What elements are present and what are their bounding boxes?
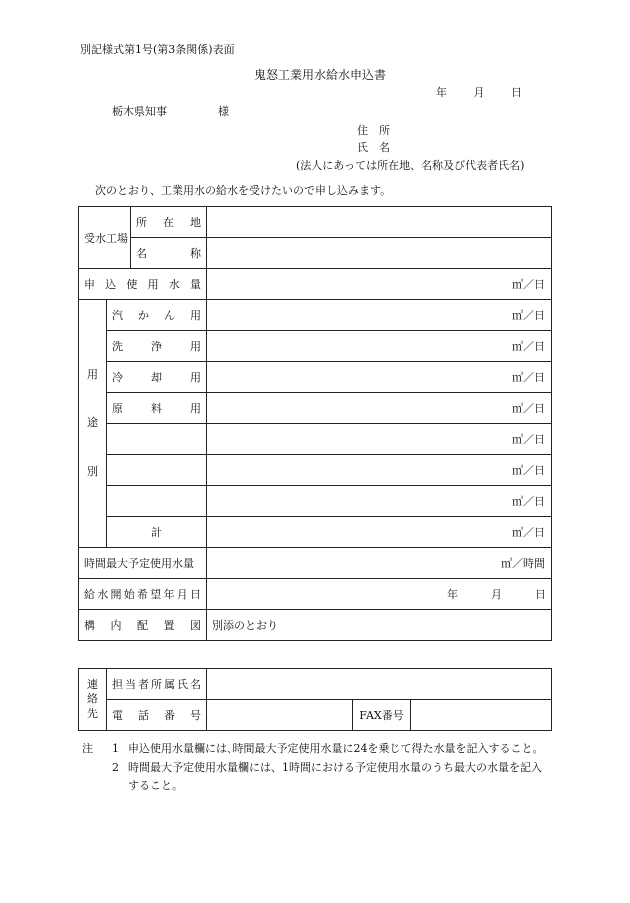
date-line [436, 87, 522, 98]
requested-volume-char: 使 [126, 278, 138, 291]
use-row-label-blank[interactable] [107, 424, 207, 455]
contact-label-char: 絡 [87, 692, 98, 706]
date-day-label: 日 [511, 86, 522, 99]
requested-volume-char: 用 [147, 278, 159, 291]
factory-location-char: 地 [190, 216, 201, 229]
factory-location-field[interactable] [207, 207, 552, 238]
use-category-char: 途 [87, 416, 98, 430]
use-category-label [79, 300, 107, 548]
requested-volume-char: 量 [189, 278, 201, 291]
use-row-field[interactable] [207, 455, 552, 486]
start-date-char: 月 [176, 588, 188, 601]
unit-per-day: ㎥／日 [512, 309, 546, 322]
requested-volume-char: 水 [168, 278, 180, 291]
contact-person-char: 名 [190, 678, 201, 691]
start-date-char: 給 [84, 588, 95, 601]
intro-text: 次のとおり、工業用水の給水を受けたいので申し込みます。 [95, 184, 392, 197]
requested-volume-label [79, 269, 207, 300]
layout-plan-char: 配 [137, 619, 148, 632]
start-date-char: 希 [137, 588, 148, 601]
contact-person-char: 属 [164, 678, 175, 691]
use-row-field[interactable] [207, 486, 552, 517]
use-label-char: 用 [190, 402, 201, 415]
note-number: 1 [112, 742, 119, 755]
requested-volume-char: 申 [84, 278, 95, 291]
contact-table [78, 668, 552, 731]
use-label-char: ん [164, 309, 175, 322]
phone-field[interactable] [207, 700, 353, 731]
requested-volume-field[interactable] [207, 269, 552, 300]
start-date-field[interactable] [207, 579, 552, 610]
applicant-address-label: 住 所 [357, 124, 390, 137]
use-label-char: 原 [112, 402, 123, 415]
note-item [82, 759, 552, 796]
start-date-char: 開 [110, 588, 122, 601]
phone-label-char: 番 [164, 709, 175, 722]
start-month-unit: 月 [491, 588, 503, 601]
factory-location-char: 在 [163, 216, 174, 229]
phone-label [107, 700, 207, 731]
factory-name-char: 称 [190, 247, 201, 260]
use-row-label [107, 331, 207, 362]
note-text: 時間最大予定使用水量欄には、1時間における予定使用水量のうち最大の水量を記入すること。 [128, 760, 542, 793]
layout-plan-char: 図 [190, 619, 201, 632]
unit-per-day: ㎥／日 [512, 340, 546, 353]
layout-plan-value: 別添のとおり [207, 610, 552, 641]
layout-plan-char: 内 [110, 619, 122, 632]
use-row-field[interactable] [207, 362, 552, 393]
use-label-char: 汽 [112, 309, 123, 322]
start-date-char: 望 [150, 588, 162, 601]
contact-person-char: 所 [151, 678, 162, 691]
factory-location-char: 所 [136, 216, 147, 229]
max-hourly-label: 時間最大予定使用水量 [79, 548, 207, 579]
application-table [78, 206, 552, 641]
use-row-label [107, 362, 207, 393]
applicant-name-note: (法人にあっては所在地、名称及び代表者氏名) [296, 159, 525, 172]
factory-name-field[interactable] [207, 238, 552, 269]
contact-person-char: 当 [125, 678, 136, 691]
requested-volume-char: 込 [105, 278, 117, 291]
unit-per-day: ㎥／日 [512, 278, 546, 291]
use-row-label [107, 300, 207, 331]
phone-label-char: 電 [112, 709, 123, 722]
fax-field[interactable] [411, 700, 552, 731]
factory-name-char: 名 [136, 247, 147, 260]
use-label-char: か [138, 309, 149, 322]
use-category-char: 別 [87, 464, 98, 478]
use-label-char: 却 [151, 371, 162, 384]
use-label-char: 冷 [112, 371, 123, 384]
fax-label: FAX番号 [353, 700, 411, 731]
use-total-label: 計 [107, 517, 207, 548]
use-label-char: 洗 [112, 340, 123, 353]
notes [82, 740, 552, 796]
unit-per-day: ㎥／日 [512, 526, 546, 539]
use-row-field[interactable] [207, 393, 552, 424]
unit-per-day: ㎥／日 [512, 402, 546, 415]
factory-name-label [131, 238, 207, 269]
use-category-char: 用 [87, 368, 98, 382]
form-title: 鬼怒工業用水給水申込書 [254, 68, 387, 82]
use-row-field[interactable] [207, 424, 552, 455]
addressee: 栃木県知事 [112, 105, 167, 118]
phone-label-char: 話 [138, 709, 149, 722]
phone-label-char: 号 [190, 709, 201, 722]
date-year-label: 年 [436, 86, 447, 99]
use-row-label-blank[interactable] [107, 455, 207, 486]
start-date-char: 日 [190, 588, 201, 601]
contact-label [79, 669, 107, 731]
layout-plan-char: 置 [163, 619, 175, 632]
use-row-field[interactable] [207, 300, 552, 331]
use-row-field[interactable] [207, 331, 552, 362]
use-label-char: 料 [151, 402, 162, 415]
note-item [82, 740, 552, 759]
start-date-char: 始 [123, 588, 135, 601]
use-label-char: 浄 [151, 340, 162, 353]
factory-label: 受水工場 [79, 207, 131, 269]
unit-per-day: ㎥／日 [512, 495, 546, 508]
applicant-name-label: 氏 名 [357, 141, 390, 154]
contact-person-char: 担 [112, 678, 123, 691]
start-date-char: 年 [163, 588, 175, 601]
use-label-char: 用 [190, 309, 201, 322]
notes-label: 注 [82, 742, 93, 755]
use-label-char: 用 [190, 371, 201, 384]
unit-per-day: ㎥／日 [512, 433, 546, 446]
factory-location-label [131, 207, 207, 238]
unit-per-day: ㎥／日 [512, 371, 546, 384]
use-row-label [107, 393, 207, 424]
start-date-char: 水 [97, 588, 109, 601]
use-row-label-blank[interactable] [107, 486, 207, 517]
start-date-label [79, 579, 207, 610]
form-code: 別記様式第1号(第3条関係)表面 [80, 43, 235, 56]
addressee-suffix: 様 [218, 105, 229, 118]
contact-person-label [107, 669, 207, 700]
use-total-field[interactable] [207, 517, 552, 548]
date-month-label: 月 [473, 86, 485, 99]
max-hourly-field[interactable] [207, 548, 552, 579]
contact-label-char: 先 [87, 706, 98, 720]
contact-label-char: 連 [87, 678, 98, 692]
note-text: 申込使用水量欄には､時間最大予定使用水量に24を乗じて得た水量を記入すること。 [128, 742, 544, 755]
start-day-unit: 日 [535, 588, 547, 601]
use-label-char: 用 [190, 340, 201, 353]
start-year-unit: 年 [447, 588, 458, 601]
note-number: 2 [112, 760, 119, 774]
contact-person-char: 氏 [177, 678, 188, 691]
layout-plan-char: 構 [84, 619, 95, 632]
contact-person-field[interactable] [207, 669, 552, 700]
layout-plan-label [79, 610, 207, 641]
unit-per-day: ㎥／日 [512, 464, 546, 477]
unit-per-hour: ㎥／時間 [501, 557, 546, 570]
contact-person-char: 者 [138, 678, 149, 691]
